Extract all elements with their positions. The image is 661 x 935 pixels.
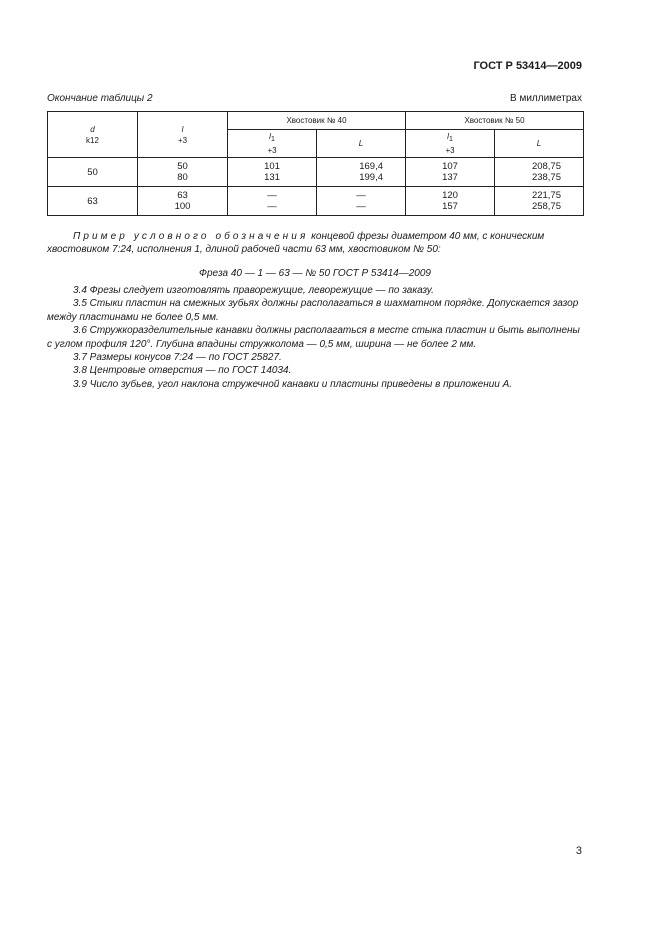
header-d [48,112,138,158]
cell-L-40 [317,187,406,216]
example-paragraph [47,230,583,257]
header-l-symbol: l [181,124,184,134]
designation-example [47,230,583,280]
example-designation: Фреза 40 — 1 — 63 — № 50 ГОСТ Р 53414—2009 [199,267,431,279]
cell-L-40 [317,158,406,187]
header-L-40: L [317,130,406,158]
cell-l1-40 [228,158,317,187]
cell-L-50 [495,158,584,187]
table-row [48,187,584,216]
table-row [48,158,584,187]
document-header: ГОСТ Р 53414—2009 [473,60,582,72]
cell-L-50 [495,187,584,216]
cell-d: 50 [48,158,138,187]
clause-3-9: 3.9 Число зубьев, угол наклона стружечной канавки и пластины приведены в приложении А. [73,378,513,390]
clause-3-7: 3.7 Размеры конусов 7:24 — по ГОСТ 25827. [73,352,282,364]
example-label: Пример условного обозначения [73,231,309,242]
cell-value: 100 [174,201,191,212]
table-caption: Окончание таблицы 2 [47,93,153,104]
cell-value: — [267,201,277,212]
header-shank-50: Хвостовик № 50 [406,112,584,130]
header-L-50: L [495,130,584,158]
cell-l [138,158,228,187]
header-l1-50 [406,130,495,158]
header-l [138,112,228,158]
header-l1-40-tolerance: +3 [267,146,277,155]
cell-l1-40 [228,187,317,216]
cell-value: 80 [177,172,188,183]
header-d-tolerance: k12 [86,135,99,145]
cell-l1-50 [406,187,495,216]
cell-value: 258,75 [531,201,561,212]
cell-l [138,187,228,216]
cell-value: 137 [442,172,458,183]
cell-value: — [267,190,277,201]
dimensions-table [47,111,584,216]
cell-value: 199,4 [359,172,383,183]
cell-value: 157 [442,201,458,212]
header-d-symbol: d [90,124,95,134]
header-l1-40-index: 1 [270,136,275,143]
cell-value: 107 [442,161,458,172]
cell-value: 131 [264,172,280,183]
clause-3-8: 3.8 Центровые отверстия — по ГОСТ 14034. [73,365,292,377]
header-l1-50-symbol: l [447,132,449,141]
cell-value: — [356,201,366,212]
cell-l1-50 [406,158,495,187]
cell-value: — [356,190,366,201]
cell-value: 238,75 [531,172,561,183]
page-number: 3 [575,845,582,857]
cell-value: 120 [442,190,458,201]
cell-d: 63 [48,187,138,216]
header-l1-50-tolerance: +3 [445,146,455,155]
clause-3-6: 3.6 Стружкоразделительные канавки должны располагаться в месте стыка пластин и быть выполнены с углом профиля 120°. Глубина впадины стружколома — 0,5 мм, ширина — не более 2 мм. [47,325,580,350]
cell-value: 221,75 [531,190,561,201]
header-l1-50-index: 1 [448,136,453,143]
clause-3-4: 3.4 Фрезы следует изготовлять праворежущие, леворежущие — по заказу. [73,285,434,296]
clauses-section [47,284,583,391]
cell-value: 169,4 [359,161,383,172]
header-l1-40-symbol: l [269,132,271,141]
cell-value: 101 [264,161,280,172]
header-shank-40: Хвостовик № 40 [228,112,406,130]
example-text: концевой фрезы диаметром 40 мм, с коническим хвостовиком 7:24, исполнения 1, длиной рабочей части 63 мм, хвостовиком № 50: [47,231,545,256]
cell-value: 50 [177,161,188,172]
cell-value: 208,75 [531,161,561,172]
cell-value: 63 [177,190,188,201]
header-l-tolerance: +3 [177,135,188,145]
header-l1-40 [228,130,317,158]
clause-3-5: 3.5 Стыки пластин на смежных зубьях должны располагаться в шахматном порядке. Допускается зазор между пластинами не более 0,5 мм. [47,298,579,323]
units-label: В миллиметрах [510,93,582,104]
